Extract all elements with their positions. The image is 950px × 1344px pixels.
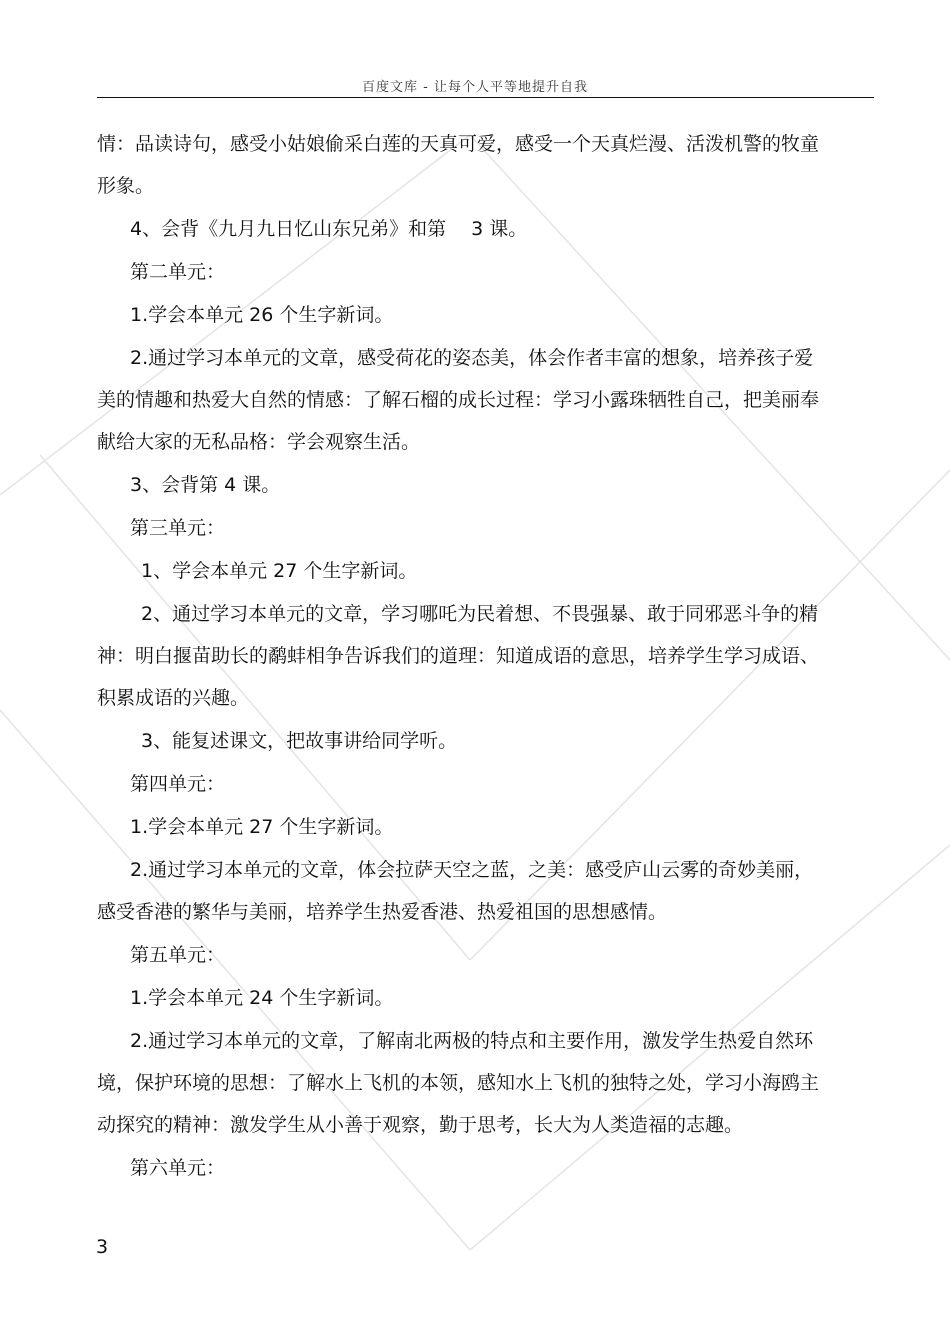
paragraph-unit3-item1: 1、学会本单元 27 个生字新词。 xyxy=(141,560,418,582)
paragraph-unit4-item2: 2.通过学习本单元的文章，体会拉萨天空之蓝，之美：感受庐山云雾的奇妙美丽，感受香港的繁华与美丽，培养学生热爱香港、热爱祖国的思想感情。 xyxy=(97,859,814,923)
section-heading-unit6: 第六单元： xyxy=(130,1157,226,1179)
paragraph-unit2-item2: 2.通过学习本单元的文章，感受荷花的姿态美，体会作者丰富的想象，培养孩子爱美的情趣和热爱大自然的情感：了解石榴的成长过程：学习小露珠牺牲自己，把美丽奉献给大家的无私品格：学会观察生活。 xyxy=(97,347,820,453)
paragraph-unit3-item2: 2、通过学习本单元的文章，学习哪吒为民着想、不畏强暴、敢于同邪恶斗争的精神：明白揠苗助长的鹬蚌相争告诉我们的道理：知道成语的意思，培养学生学习成语、积累成语的兴趣。 xyxy=(97,603,820,709)
section-heading-unit2: 第二单元： xyxy=(130,261,226,283)
paragraph-unit5-item1: 1.学会本单元 24 个生字新词。 xyxy=(130,987,394,1009)
paragraph-continued-goals: 情：品读诗句，感受小姑娘偷采白莲的天真可爱，感受一个天真烂漫、活泼机警的牧童形象。 xyxy=(97,133,820,197)
section-heading-unit3: 第三单元： xyxy=(130,517,226,539)
page-header: 百度文库 - 让每个人平等地提升自我 xyxy=(362,80,588,95)
section-heading-unit4: 第四单元： xyxy=(130,773,226,795)
paragraph-unit5-item2: 2.通过学习本单元的文章，了解南北两极的特点和主要作用，激发学生热爱自然环境，保护环境的思想：了解水上飞机的本领，感知水上飞机的独特之处，学习小海鸥主动探究的精神：激发学生从小善于观察，勤于思考，长大为人类造福的志趣。 xyxy=(97,1030,820,1136)
header-rule xyxy=(97,97,874,98)
paragraph-unit4-item1: 1.学会本单元 27 个生字新词。 xyxy=(130,816,394,838)
paragraph-unit2-item1: 1.学会本单元 26 个生字新词。 xyxy=(130,304,394,326)
paragraph-recite-unit1: 4、会背《九月九日忆山东兄弟》和第 3 课。 xyxy=(130,218,528,240)
paragraph-unit2-item3: 3、会背第 4 课。 xyxy=(130,474,281,496)
paragraph-unit3-item3: 3、能复述课文，把故事讲给同学听。 xyxy=(141,730,458,752)
page-number: 3 xyxy=(96,1236,109,1258)
document-body xyxy=(97,123,832,1190)
section-heading-unit5: 第五单元： xyxy=(130,944,226,966)
